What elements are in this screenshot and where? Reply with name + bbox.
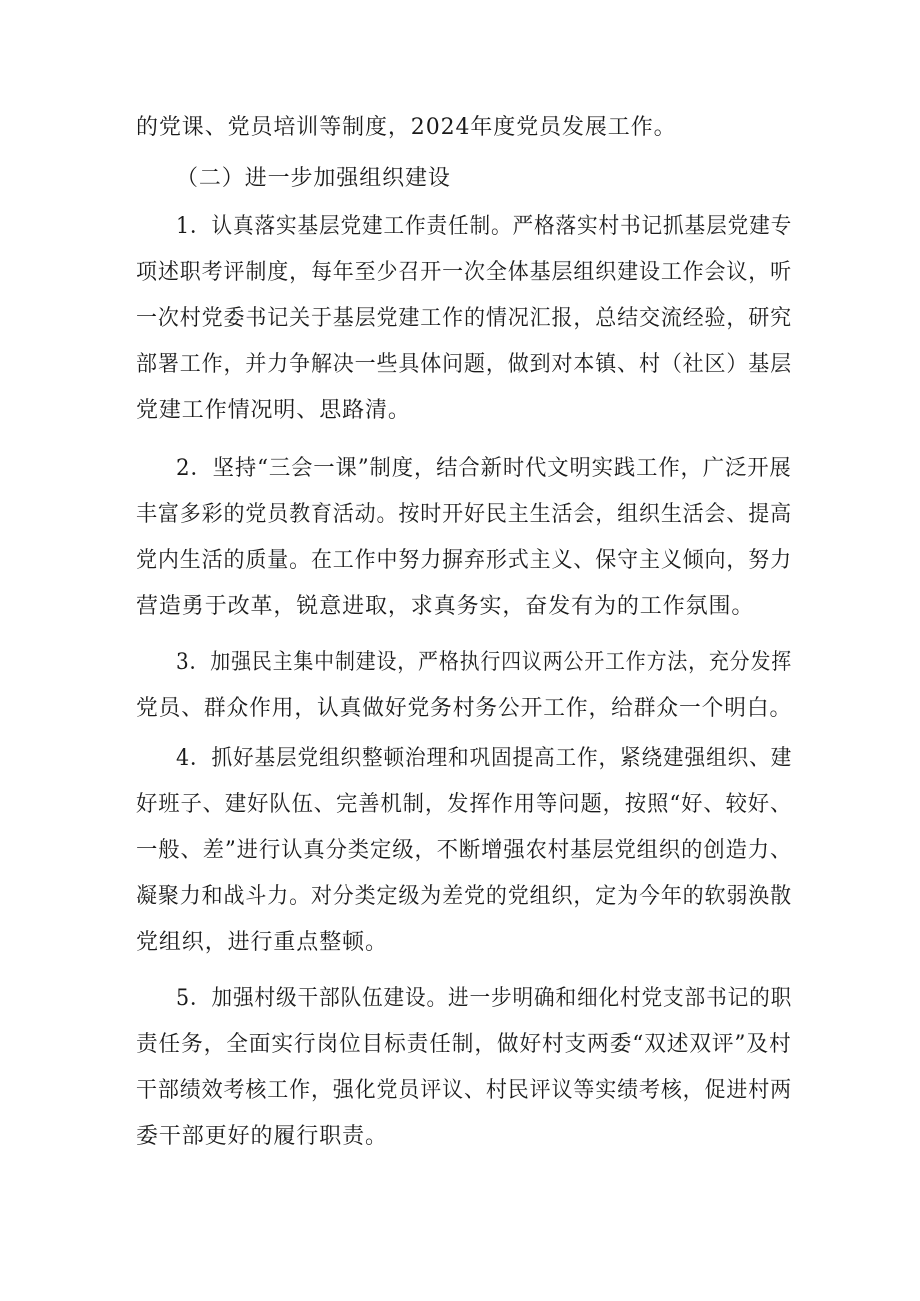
paragraph-intro-tail: 的党课、党员培训等制度，2024年度党员发展工作。: [136, 115, 677, 140]
section-heading: （二）进一步加强组织建设: [176, 166, 451, 191]
paragraph-line: 委干部更好的履行职责。: [136, 1124, 388, 1149]
paragraph-line: 党员、群众作用，认真做好党务村务公开工作，给群众一个明白。: [136, 696, 793, 721]
paragraph-line: 党建工作情况明、思路清。: [136, 398, 411, 423]
paragraph-line: 好班子、建好队伍、完善机制，发挥作用等问题，按照“好、较好、: [136, 792, 793, 817]
paragraph-line: 责任务，全面实行岗位目标责任制，做好村支两委“双述双评”及村: [136, 1032, 792, 1057]
paragraph-line: 营造勇于改革，锐意进取，求真务实，奋发有为的工作氛围。: [136, 594, 755, 619]
paragraph-line: 5．加强村级干部队伍建设。进一步明确和细化村党支部书记的职: [176, 986, 793, 1011]
paragraph-line: 党内生活的质量。在工作中努力摒弃形式主义、保守主义倾向，努力: [136, 548, 793, 573]
paragraph-line: 丰富多彩的党员教育活动。按时开好民主生活会，组织生活会、提高: [136, 502, 793, 527]
paragraph-line: 凝聚力和战斗力。对分类定级为差党的党组织，定为今年的软弱涣散: [136, 884, 793, 909]
paragraph-line: 党组织，进行重点整顿。: [136, 930, 388, 955]
paragraph-line: 3．加强民主集中制建设，严格执行四议两公开工作方法，充分发挥: [176, 650, 792, 675]
paragraph-line: 干部绩效考核工作，强化党员评议、村民评议等实绩考核，促进村两: [136, 1078, 793, 1103]
paragraph-line: 项述职考评制度，每年至少召开一次全体基层组织建设工作会议，听: [136, 260, 793, 285]
paragraph-line: 部署工作，并力争解决一些具体问题，做到对本镇、村（社区）基层: [136, 352, 793, 377]
paragraph-line: 1．认真落实基层党建工作责任制。严格落实村书记抓基层党建专: [176, 214, 793, 239]
paragraph-line: 一般、差”进行认真分类定级，不断增强农村基层党组织的创造力、: [136, 838, 793, 863]
paragraph-line: 2．坚持“三会一课”制度，结合新时代文明实践工作，广泛开展: [176, 456, 792, 481]
paragraph-line: 一次村党委书记关于基层党建工作的情况汇报，总结交流经验，研究: [136, 306, 793, 331]
paragraph-line: 4．抓好基层党组织整顿治理和巩固提高工作，紧绕建强组织、建: [176, 746, 793, 771]
